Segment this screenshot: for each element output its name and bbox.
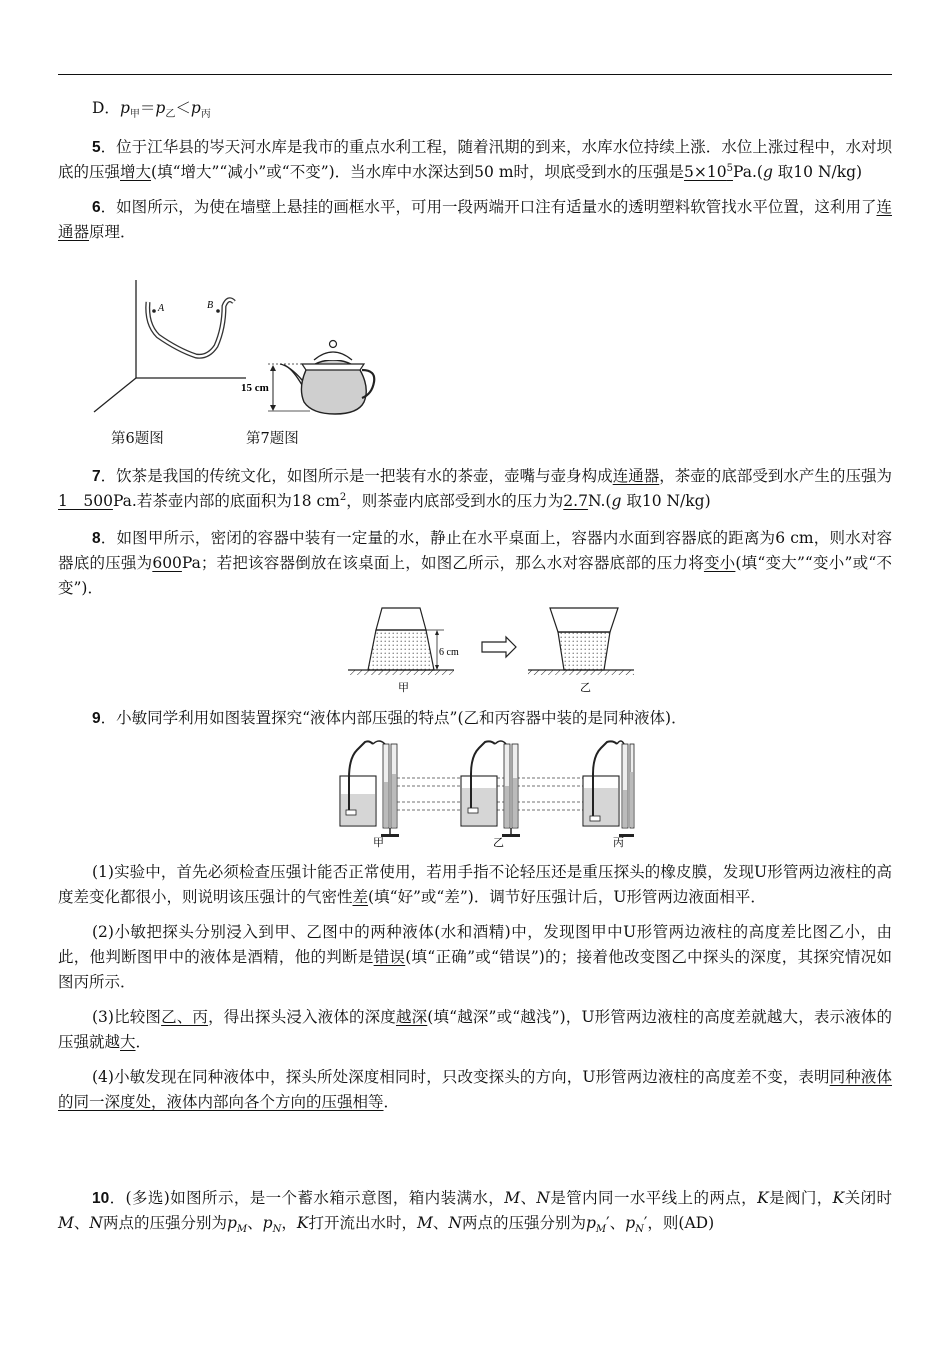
q9-part-2	[58, 920, 892, 995]
question-text: ，则茶壶内底部受到水的压力为	[346, 492, 564, 510]
question-text: (填“变大”“变小”或“不变”)．	[58, 554, 892, 597]
question-text: (填“好”或“差”)．调节好压强计后，U形管两边液面相平．	[368, 888, 766, 906]
pressure-symbol: p	[262, 1214, 273, 1232]
question-7	[58, 464, 892, 514]
answer-blank: 同种液体的同一深度处，液体内部向各个方向的压强相等	[58, 1068, 892, 1111]
figure-6-hose	[88, 278, 248, 416]
sub-bing: 丙	[200, 109, 211, 121]
gauge-unit-jia	[340, 741, 399, 837]
point-m: M	[504, 1189, 521, 1207]
question-text: 取10 N/kg)	[772, 163, 863, 181]
answer-blank	[684, 163, 733, 181]
page-content-2	[58, 464, 892, 601]
label-a: A	[158, 303, 165, 314]
question-10	[58, 1186, 892, 1236]
question-6	[58, 195, 892, 245]
valve-k: K	[832, 1189, 845, 1207]
label-b: B	[207, 300, 214, 311]
fig8-yi: 乙	[580, 681, 591, 694]
answer-blank: 1 500	[58, 492, 113, 510]
answer-blank: 越深	[395, 1008, 428, 1026]
figure-7-teapot	[240, 330, 380, 416]
point-m: M	[416, 1214, 433, 1232]
option-d-label: D．	[92, 99, 120, 117]
question-text: ．如图所示，为使在墙壁上悬挂的画框水平，可用一段两端开口注有适量水的透明塑料软管找水平位置，这利用了	[100, 198, 877, 216]
q9-part-1	[58, 860, 892, 910]
question-text: ．	[135, 1033, 152, 1051]
page-content-5	[58, 1186, 892, 1236]
valve-k: K	[296, 1214, 309, 1232]
figure-9-pressure-gauges	[335, 738, 635, 850]
question-text: (4)小敏发现在同种液体中，探头所处深度相同时，只改变探头的方向，U形管两边液柱的高度差不变，表明	[92, 1068, 830, 1086]
separator: 、	[520, 1189, 537, 1207]
question-text: 取10 N/kg)	[621, 492, 711, 510]
less-than-sign: ＜	[175, 99, 191, 117]
answer-blank: 变小	[703, 554, 736, 572]
question-text: (1)实验中，首先必须检查压强计能否正常使用，若用手指不论轻压还是重压探头的橡皮膜，发现U形管两边液柱的高度差变化都很小，则说明该压强计的气密性	[58, 863, 892, 906]
prime: ′	[643, 1214, 648, 1232]
question-text: Pa；若把该容器倒放在该桌面上，如图乙所示，那么水对容器底部的压力将	[181, 554, 704, 572]
figure-8-containers	[340, 600, 640, 696]
question-text: ．饮茶是我国的传统文化，如图所示是一把装有水的茶壶，壶嘴与壶身构成	[100, 467, 613, 485]
answer-blank: 增大	[120, 163, 152, 181]
question-text: Pa.(	[732, 163, 763, 181]
answer-base: 5×10	[684, 163, 727, 181]
question-number: 9	[92, 710, 101, 727]
question-number: 5	[92, 139, 101, 156]
valve-k: K	[757, 1189, 769, 1207]
caption-figure-7: 第7题图	[246, 431, 299, 447]
sub-m: M	[236, 1224, 248, 1236]
page-content	[58, 96, 892, 245]
question-text: (填“增大”“减小”或“不变”)．当水库中水深达到50 m时，坝底受到水的压强是	[151, 163, 685, 181]
gauge-unit-yi	[461, 741, 520, 837]
question-number: 7	[92, 468, 101, 485]
question-text: ，则(AD)	[647, 1214, 715, 1232]
question-text: (填“正确”或“错误”)的；接着他改变图乙中探头的深度，其探究情况如图丙所示．	[58, 948, 892, 991]
pressure-symbol: p	[226, 1214, 237, 1232]
answer-blank: 错误	[373, 948, 406, 966]
header-rule	[58, 74, 892, 75]
pressure-symbol: p	[585, 1214, 596, 1232]
separator: 、	[247, 1214, 263, 1232]
equals-sign: ＝	[139, 99, 156, 117]
option-d	[58, 96, 892, 121]
question-text: 两点的压强分别为	[461, 1214, 586, 1232]
question-text: ，茶壶的底部受到水产生的压强为	[659, 467, 892, 485]
answer-blank: 连通器	[58, 198, 892, 241]
pressure-symbol: p	[625, 1214, 636, 1232]
question-text: ．	[383, 1093, 400, 1111]
sub-yi: 乙	[165, 109, 176, 121]
point-n: N	[89, 1214, 103, 1232]
question-text: 是阀门，	[768, 1189, 833, 1207]
gauge-unit-bing	[583, 741, 634, 837]
question-text: ．(多选)如图所示，是一个蓄水箱示意图，箱内装满水，	[109, 1189, 505, 1207]
point-m: M	[58, 1214, 74, 1232]
question-number: 6	[92, 199, 101, 216]
fig9-label-bing: 丙	[613, 836, 624, 849]
sub-n: N	[272, 1224, 282, 1236]
answer-blank: 600	[152, 554, 182, 572]
pressure-symbol: p	[119, 99, 130, 117]
question-number: 10	[92, 1190, 110, 1207]
question-9	[58, 706, 892, 731]
separator: 、	[432, 1214, 449, 1232]
point-n: N	[448, 1214, 462, 1232]
question-text: ，	[281, 1214, 297, 1232]
separator: 、	[73, 1214, 90, 1232]
question-text: 关闭时	[844, 1189, 892, 1207]
sub-jia: 甲	[129, 109, 140, 121]
separator: 、	[609, 1214, 626, 1232]
pressure-symbol: p	[155, 99, 166, 117]
question-text: ．如图甲所示，密闭的容器中装有一定量的水，静止在水平桌面上，容器内水面到容器底的距离为6 cm，则水对容器底的压强为	[58, 529, 892, 572]
point-n: N	[536, 1189, 550, 1207]
prime: ′	[606, 1214, 610, 1232]
question-number: 8	[92, 530, 101, 547]
answer-blank: 2.7	[563, 492, 588, 510]
question-text: (3)比较图	[92, 1008, 162, 1026]
fig8-jia: 甲	[398, 681, 409, 694]
caption-figure-6: 第6题图	[111, 431, 164, 447]
question-text: (填“越深”或“越浅”)，U形管两边液柱的高度差就越大，表示液体的压强就越	[58, 1008, 892, 1051]
q9-part-3	[58, 1005, 892, 1055]
question-text: Pa.若茶壶内部的底面积为18 cm	[112, 492, 340, 510]
question-8	[58, 526, 892, 601]
page-content-4	[58, 860, 892, 1115]
question-text: 两点的压强分别为	[102, 1214, 227, 1232]
fig8-height: 6 cm	[439, 647, 459, 658]
sub-n: N	[635, 1224, 644, 1236]
answer-blank: 连通器	[612, 467, 660, 485]
g-symbol: g	[762, 163, 773, 181]
answer-blank: 乙、丙	[161, 1008, 209, 1026]
q9-part-4	[58, 1065, 892, 1115]
question-text: 是管内同一水平线上的两点，	[549, 1189, 758, 1207]
question-text: ．位于江华县的岑天河水库是我市的重点水利工程，随着汛期的到来，水库水位持续上涨．水位上涨过程中，水对坝底的压强	[58, 138, 892, 181]
answer-blank: 差	[352, 888, 369, 906]
g-symbol: g	[611, 492, 622, 510]
fig9-label-jia: 甲	[373, 836, 384, 849]
question-text: 打开流出水时，	[308, 1214, 417, 1232]
question-text: (2)小敏把探头分别浸入到甲、乙图中的两种液体(水和酒精)中，发现图甲中U形管两边液柱的高度差比图乙小，由此，他判断图甲中的液体是酒精，他的判断是	[58, 923, 892, 966]
superscript-2: 2	[339, 491, 347, 503]
question-text: ．小敏同学利用如图装置探究“液体内部压强的特点”(乙和丙容器中装的是同种液体)．	[100, 709, 687, 727]
question-text: ，得出探头浸入液体的深度	[208, 1008, 396, 1026]
sub-m: M	[595, 1224, 607, 1236]
height-label: 15 cm	[241, 382, 269, 394]
answer-blank: 大	[120, 1033, 136, 1051]
fig9-label-yi: 乙	[493, 836, 504, 849]
page-content-3	[58, 706, 892, 731]
question-text: 原理．	[89, 223, 136, 241]
pressure-symbol: p	[190, 99, 201, 117]
question-text: N.(	[587, 492, 612, 510]
question-5	[58, 135, 892, 185]
answer-exponent: 5	[726, 162, 733, 174]
